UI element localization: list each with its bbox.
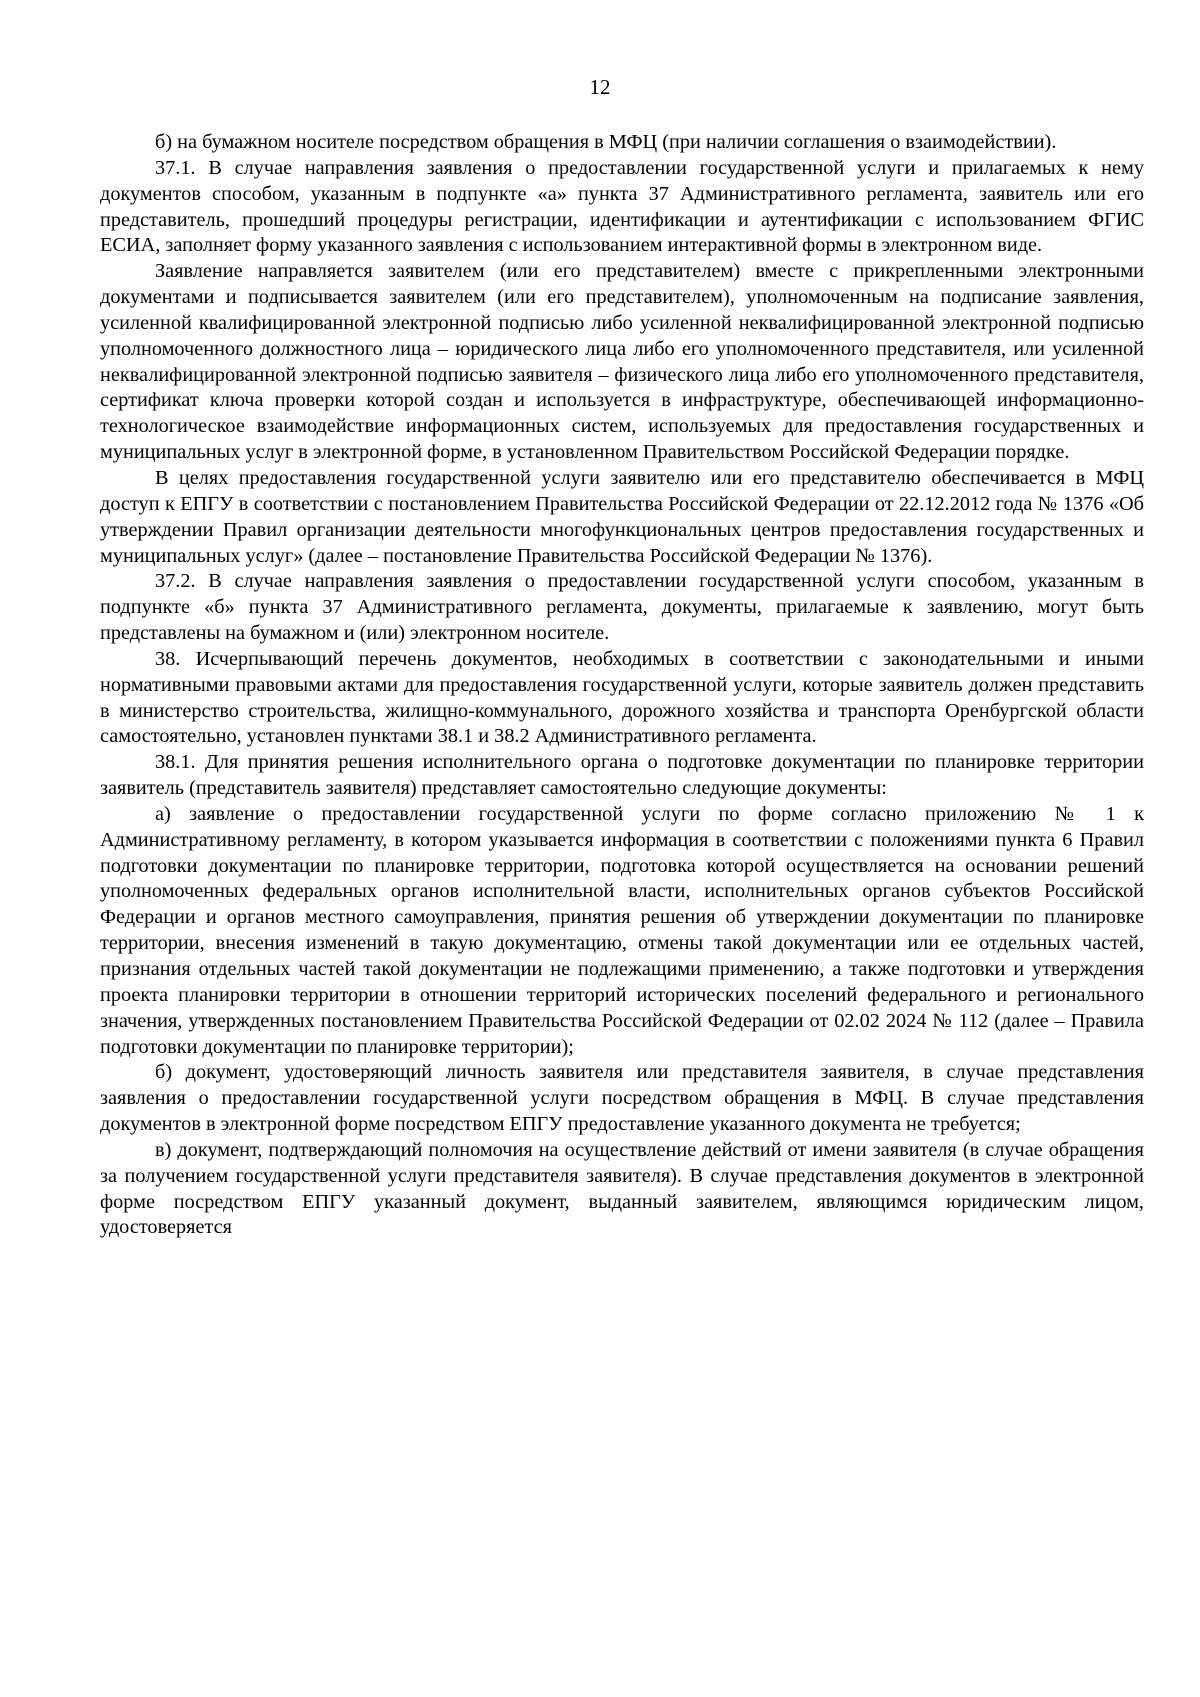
paragraph-mfc-epgu-access: В целях предоставления государственной услуги заявителю или его представителю обеспечивается в МФЦ доступ к ЕПГУ в соответствии с постановлением Правительства Российской Федерации от 22.12.2012 года № 1376 «Об утверждении Правил организации деятельности многофункциональных центров предоставления государственных и муниципальных услуг» (далее – постановление Правительства Российской Федерации № 1376). [100, 466, 1144, 567]
paragraph-38-1: 38.1. Для принятия решения исполнительного органа о подготовке документации по планировке территории заявитель (представитель заявителя) представляет самостоятельно следующие документы: [100, 751, 1144, 800]
paragraph-38-1-b: б) документ, удостоверяющий личность заявителя или представителя заявителя, в случае представления заявления о предоставлении государственной услуги посредством обращения в МФЦ. В случае представления документов в электронной форме посредством ЕПГУ предоставление указанного документа не требуется; [100, 1061, 1144, 1136]
paragraph-b-paper-mfc: б) на бумажном носителе посредством обращения в МФЦ (при наличии соглашения о взаимодействии). [155, 131, 1057, 153]
paragraph-37-1: 37.1. В случае направления заявления о предоставлении государственной услуги и прилагаемых к нему документов способом, указанным в подпункте «а» пункта 37 Административного регламента, заявитель или его представитель, прошедший процедуры регистрации, идентификации и аутентификации с использованием ФГИС ЕСИА, заполняет форму указанного заявления с использованием интерактивной формы в электронном виде. [100, 156, 1144, 257]
document-body [100, 130, 1144, 1241]
page-number: 12 [589, 75, 611, 99]
paragraph-38-1-v: в) документ, подтверждающий полномочия на осуществление действий от имени заявителя (в случае обращения за получением государственной услуги представителя заявителя). В случае представления документов в электронной форме посредством ЕПГУ указанный документ, выданный заявителем, являющимся юридическим лицом, удостоверяется [100, 1138, 1144, 1239]
paragraph-37-2: 37.2. В случае направления заявления о предоставлении государственной услуги способом, указанным в подпункте «б» пункта 37 Административного регламента, документы, прилагаемые к заявлению, могут быть представлены на бумажном и (или) электронном носителе. [100, 570, 1144, 645]
paragraph-38-1-a: а) заявление о предоставлении государственной услуги по форме согласно приложению № 1 к Административному регламенту, в котором указывается информация в соответствии с положениями пункта 6 Правил подготовки документации по планировке территории, подготовка которой осуществляется на основании решений уполномоченных федеральных органов исполнительной власти, исполнительных органов субъектов Российской Федерации и органов местного самоуправления, принятия решения об утверждении документации по планировке территории, внесения изменений в такую документацию, отмены такой документации или ее отдельных частей, признания отдельных частей такой документации не подлежащими применению, а также подготовки и утверждения проекта планировки территории в отношении территорий исторических поселений федерального и регионального значения, утвержденных постановлением Правительства Российской Федерации от 02.02 2024 № 112 (далее – Правила подготовки документации по планировке территории); [100, 802, 1144, 1058]
paragraph-38: 38. Исчерпывающий перечень документов, необходимых в соответствии с законодательными и иными нормативными правовыми актами для предоставления государственной услуги, которые заявитель должен представить в министерство строительства, жилищно-коммунального, дорожного хозяйства и транспорта Оренбургской области самостоятельно, установлен пунктами 38.1 и 38.2 Административного регламента. [100, 647, 1144, 748]
paragraph-application-signature: Заявление направляется заявителем (или его представителем) вместе с прикрепленными электронными документами и подписывается заявителем (или его представителем), уполномоченным на подписание заявления, усиленной квалифицированной электронной подписью либо усиленной неквалифицированной электронной подписью уполномоченного должностного лица – юридического лица либо его уполномоченного представителя, или усиленной неквалифицированной электронной подписью заявителя – физического лица либо его уполномоченного представителя, сертификат ключа проверки которой создан и используется в инфраструктуре, обеспечивающей информационно-технологическое взаимодействие информационных систем, используемых для предоставления государственных и муниципальных услуг в электронной форме, в установленном Правительством Российской Федерации порядке. [100, 260, 1144, 464]
